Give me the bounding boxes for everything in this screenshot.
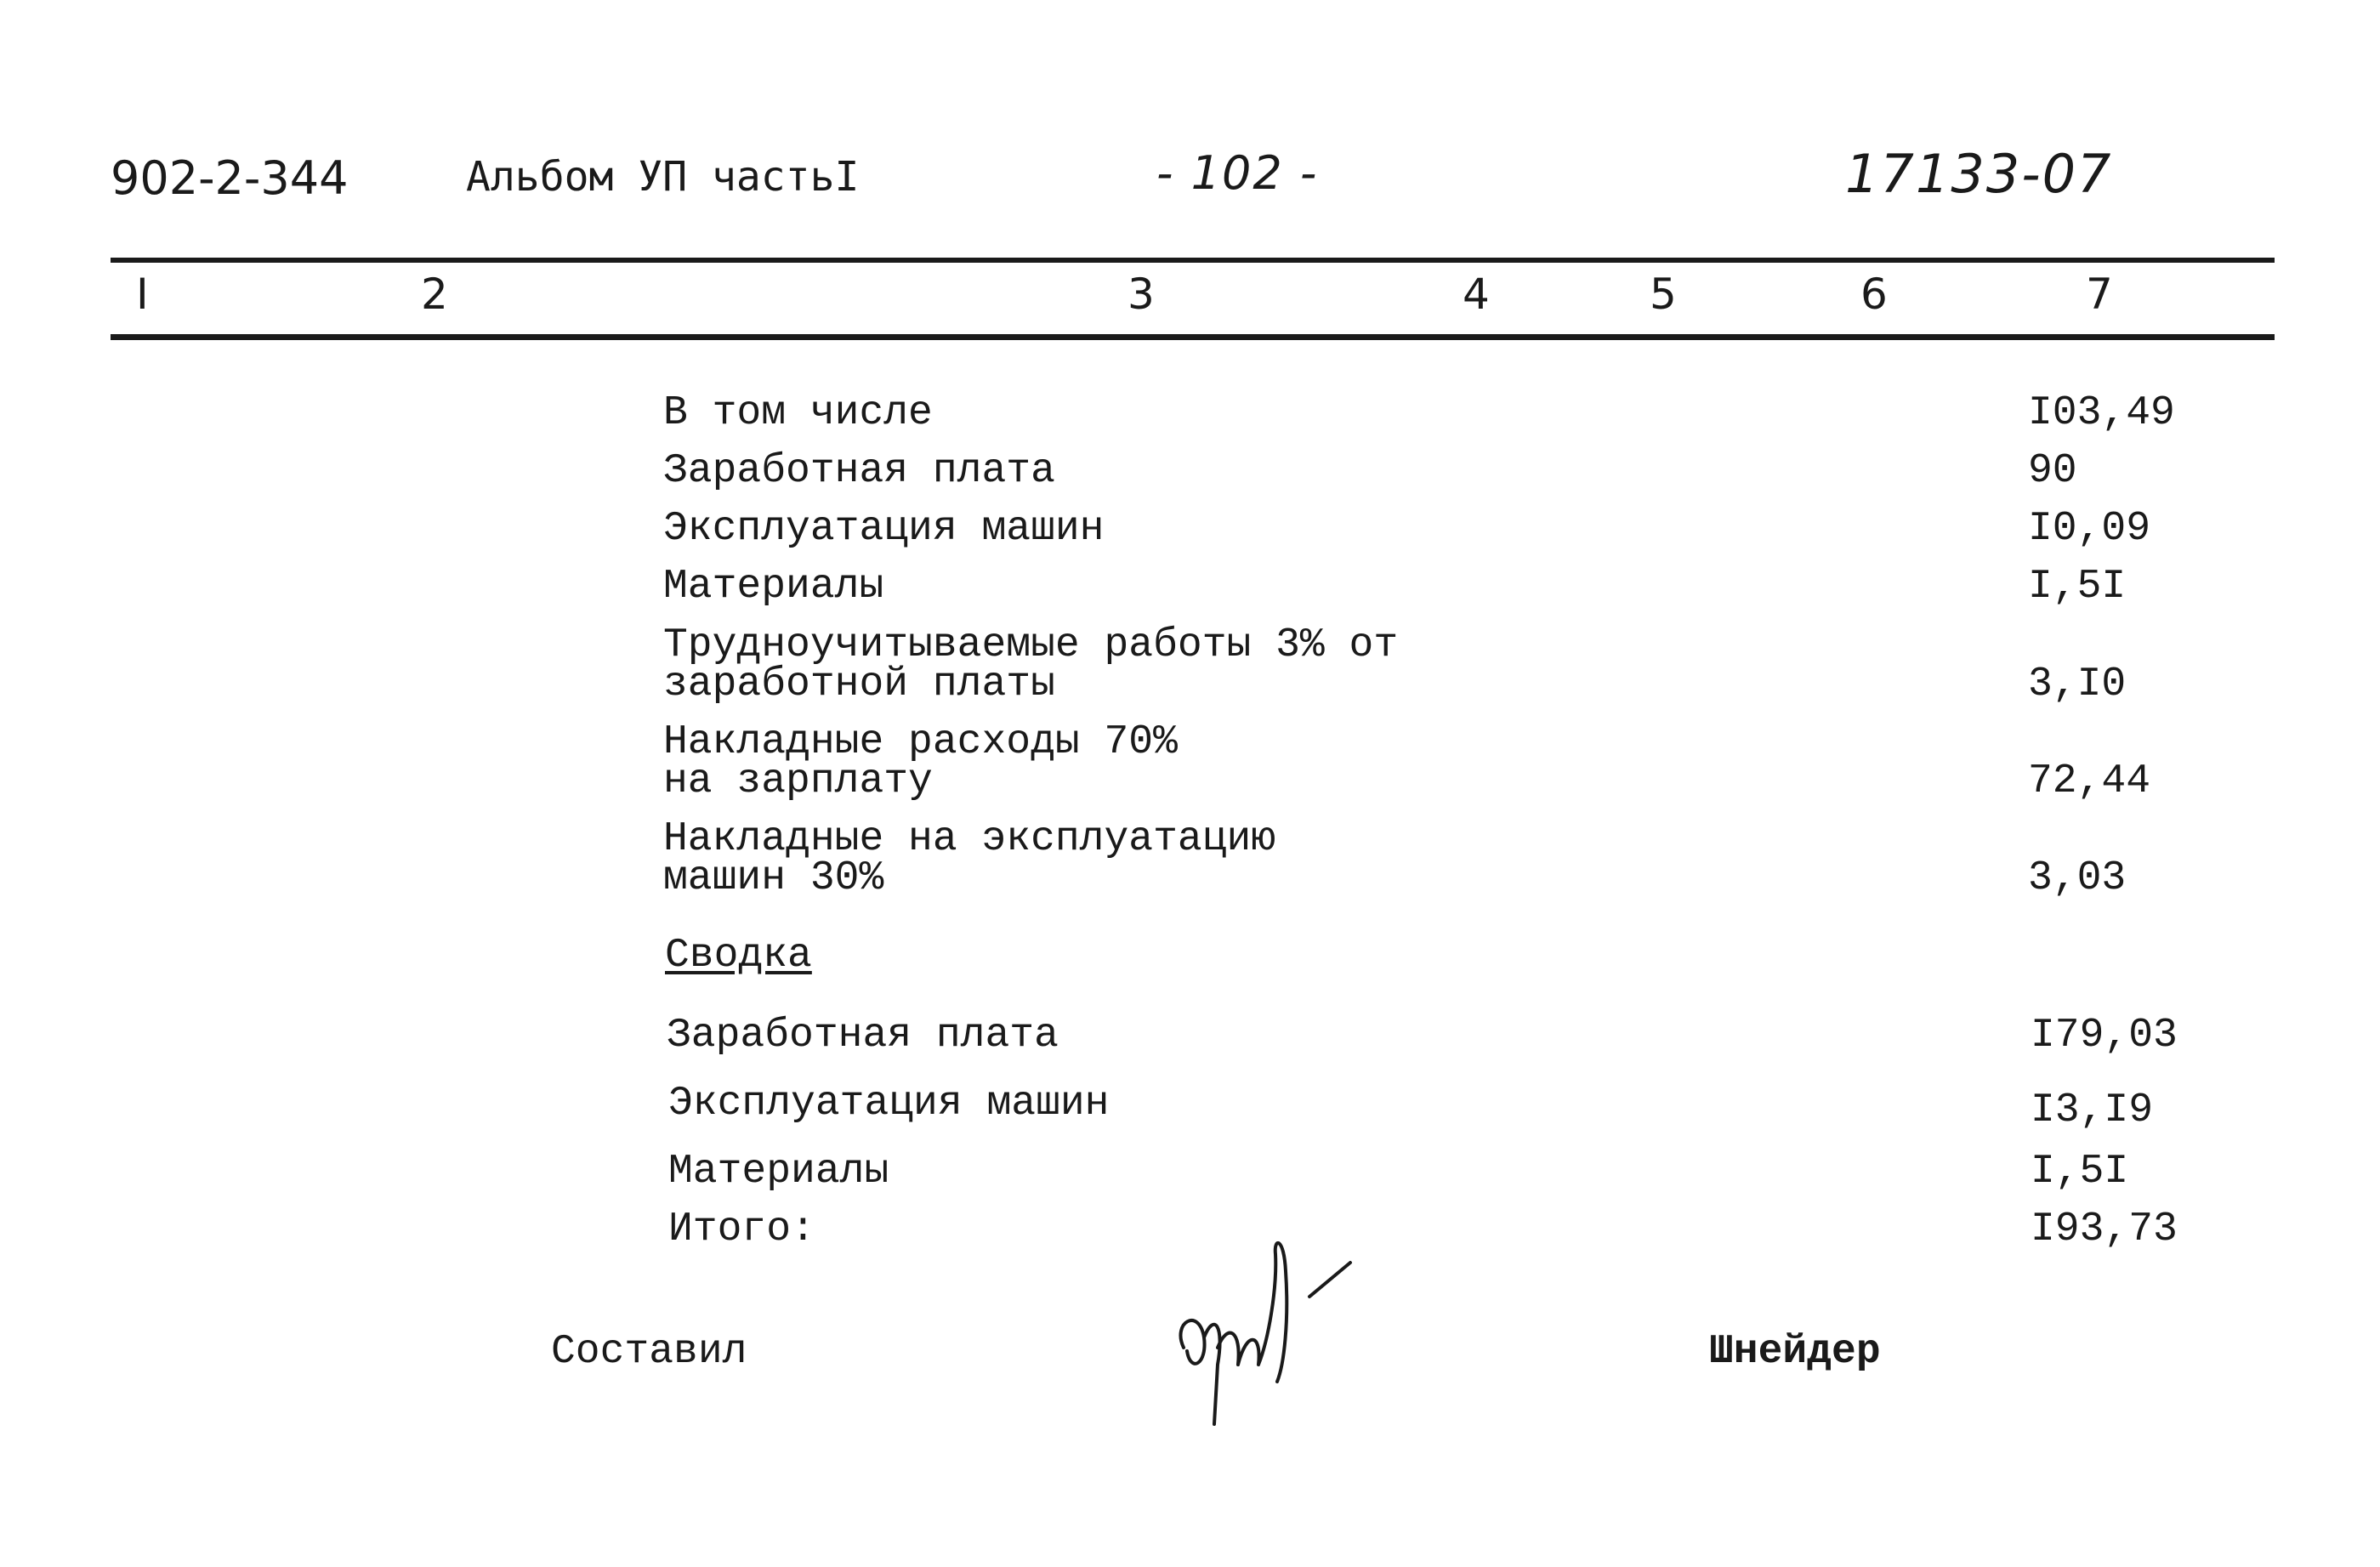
compiled-by-label: Составил	[551, 1329, 747, 1375]
column-number: 2	[421, 270, 448, 319]
compiler-name: Шнейдер	[1709, 1329, 1881, 1375]
row-value: 90	[2028, 448, 2077, 494]
doc-code: 902-2-344	[111, 151, 349, 205]
row-description: Эксплуатация машин	[668, 1081, 1110, 1127]
row-value: 3,03	[2028, 855, 2127, 901]
row-description: Материалы	[663, 564, 884, 610]
column-number: 4	[1463, 270, 1490, 319]
column-number: 7	[2086, 270, 2113, 319]
header-rule-bottom	[111, 334, 2275, 340]
summary-title: Сводка	[665, 933, 812, 979]
column-number: 6	[1860, 270, 1888, 319]
row-value: I03,49	[2028, 390, 2175, 436]
row-description: Заработная плата	[667, 1013, 1059, 1059]
row-description: Эксплуатация машин	[663, 506, 1105, 552]
row-value: 3,I0	[2028, 661, 2127, 707]
row-value: I,5I	[2028, 564, 2127, 610]
row-description: Накладные расходы 70% на зарплату	[663, 719, 1178, 804]
column-number: 3	[1128, 270, 1155, 319]
signature-image	[1165, 1237, 1377, 1441]
row-description: Итого:	[668, 1206, 815, 1252]
album-label: Альбом УП частьI	[466, 153, 860, 201]
row-description: Материалы	[668, 1149, 889, 1195]
row-description: В том числе	[663, 390, 933, 436]
sheet-code: 17133-07	[1845, 143, 2113, 205]
row-value: I,5I	[2031, 1149, 2129, 1195]
page-number: - 102 -	[1156, 146, 1319, 200]
row-description: Заработная плата	[663, 448, 1055, 494]
row-value: I93,73	[2031, 1206, 2178, 1252]
row-description: Накладные на эксплуатацию машин 30%	[663, 816, 1276, 901]
header-rule-top	[111, 258, 2275, 263]
row-value: I79,03	[2031, 1013, 2178, 1059]
column-number: 5	[1650, 270, 1677, 319]
row-description: Трудноучитываемые работы 3% от заработной платы	[663, 622, 1399, 707]
row-value: 72,44	[2028, 758, 2151, 804]
row-value: I0,09	[2028, 506, 2151, 552]
column-number: I	[136, 270, 149, 319]
row-value: I3,I9	[2031, 1087, 2154, 1133]
